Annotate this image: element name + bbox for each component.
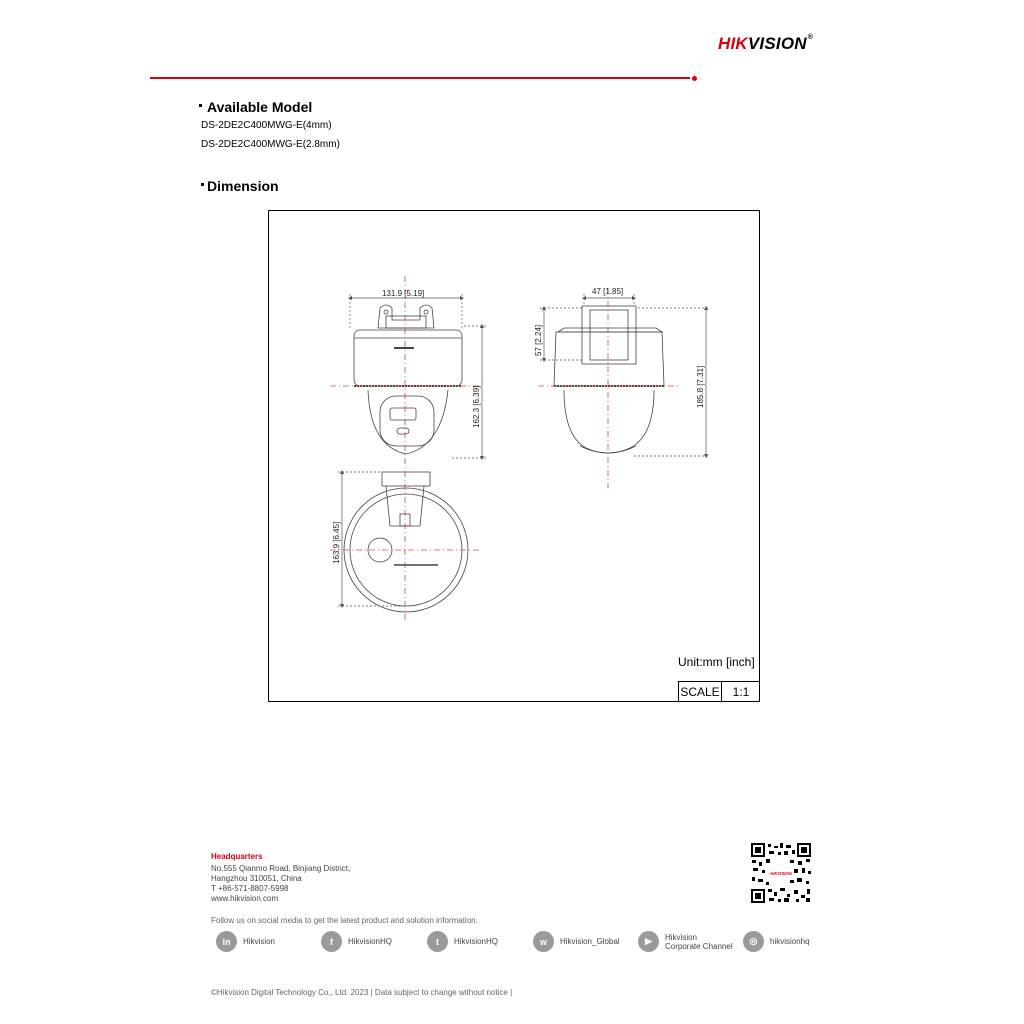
wechat-icon: w	[533, 931, 554, 952]
dim-width-label: 131.9 [5.19]	[382, 289, 425, 298]
scale-label: SCALE	[679, 682, 722, 702]
front-view	[354, 305, 462, 454]
social-wechat[interactable]: w Hikvision_Global	[533, 931, 620, 952]
social-instagram[interactable]: ◎ hikvisionhq	[743, 931, 810, 952]
hq-address-line: Hangzhou 310051, China	[211, 874, 302, 883]
model-item: DS-2DE2C400MWG-E(2.8mm)	[201, 139, 340, 150]
side-view	[554, 306, 664, 453]
social-youtube[interactable]: ▶ Hikvision Corporate Channel	[638, 931, 733, 952]
follow-text: Follow us on social media to get the latest product and solution information.	[211, 916, 478, 925]
linkedin-icon: in	[216, 931, 237, 952]
dim-depth-bottom-label: 163.9 [6.45]	[332, 521, 341, 564]
dim-height-front-label: 162.3 [6.39]	[472, 385, 481, 428]
twitter-icon: t	[427, 931, 448, 952]
header-divider-dot	[692, 76, 697, 81]
scale-box	[678, 681, 760, 702]
qr-center-logo: HIKVISION	[770, 871, 792, 876]
hq-title: Headquarters	[211, 852, 263, 861]
available-model-heading: Available Model	[199, 99, 312, 115]
social-twitter[interactable]: t HikvisionHQ	[427, 931, 498, 952]
dim-mount-width-label: 47 [1.85]	[592, 287, 624, 296]
dimension-drawing	[268, 210, 760, 702]
hq-address-line: No.555 Qianmo Road, Binjiang District,	[211, 864, 351, 873]
instagram-icon: ◎	[743, 931, 764, 952]
social-linkedin[interactable]: in Hikvision	[216, 931, 275, 952]
hq-phone: T +86-571-8807-5998	[211, 884, 289, 893]
dim-height-side-label: 185.8 [7.31]	[696, 365, 705, 408]
social-facebook[interactable]: f HikvisionHQ	[321, 931, 392, 952]
dim-mount-height-label: 57 [2.24]	[534, 324, 543, 356]
bullet-icon	[199, 104, 202, 107]
copyright: ©Hikvision Digital Technology Co., Ltd. 2023 | Data subject to change without notice |	[211, 988, 513, 997]
youtube-icon: ▶	[638, 931, 659, 952]
bottom-view	[344, 472, 468, 612]
facebook-icon: f	[321, 931, 342, 952]
unit-label: Unit:mm [inch]	[678, 655, 755, 669]
qr-code[interactable]	[750, 842, 812, 904]
hq-website[interactable]: www.hikvision.com	[211, 894, 279, 903]
dimension-heading: Dimension	[201, 178, 279, 194]
hikvision-logo: HIKVISION®	[718, 34, 814, 53]
header-divider	[150, 77, 690, 79]
model-item: DS-2DE2C400MWG-E(4mm)	[201, 120, 332, 131]
bullet-icon	[201, 183, 204, 186]
scale-value: 1:1	[732, 685, 750, 699]
